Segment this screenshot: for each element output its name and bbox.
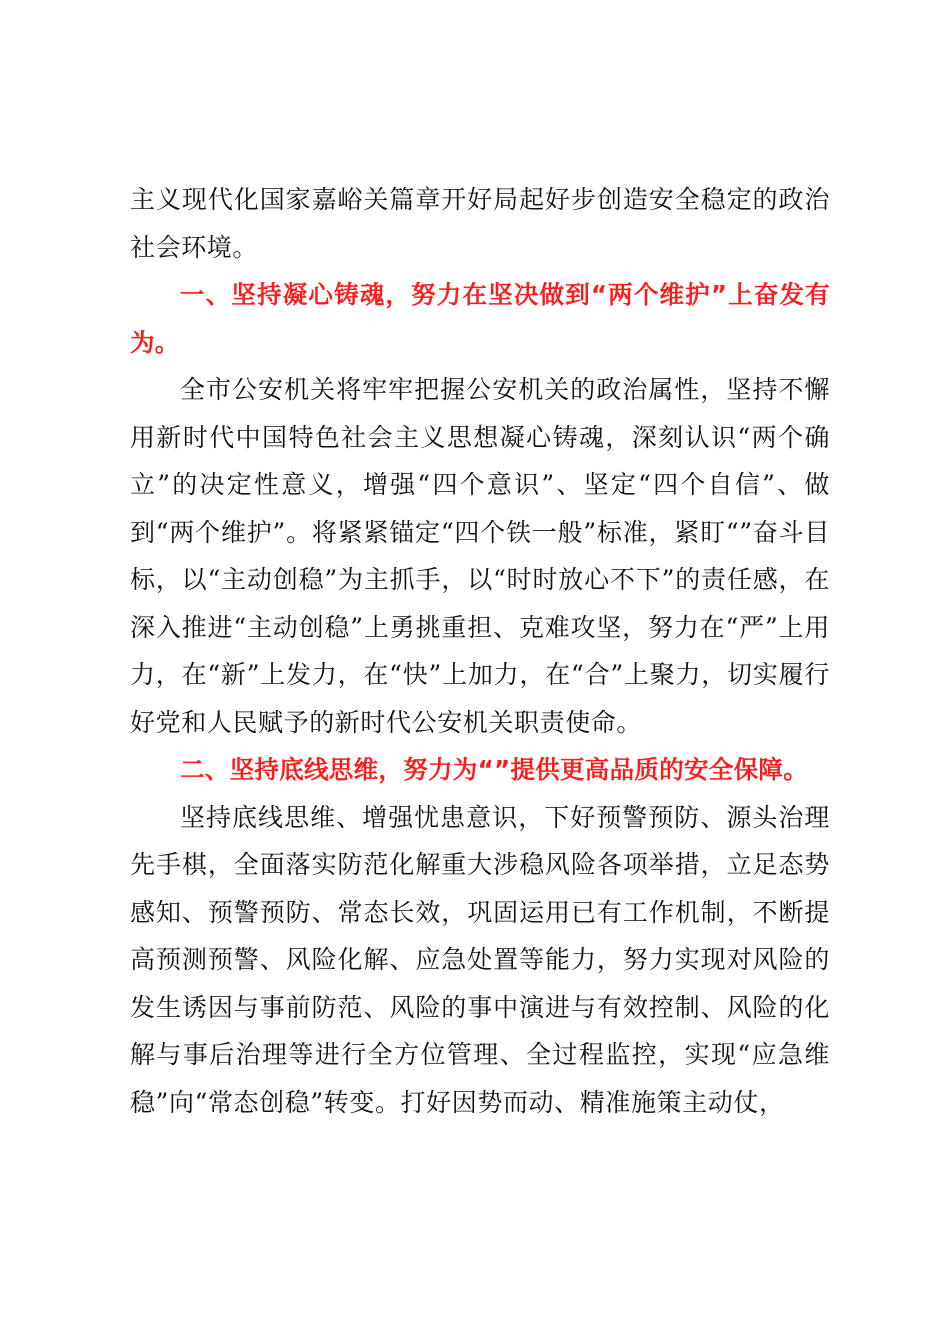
paragraph-continuation: 主义现代化国家嘉峪关篇章开好局起好步创造安全稳定的政治社会环境。 (130, 185, 830, 262)
document-body (130, 176, 830, 1126)
paragraph-section-2: 坚持底线思维、增强忧患意识，下好预警预防、源头治理先手棋，全面落实防范化解重大涉稳风险各项举措，立足态势感知、预警预防、常态长效，巩固运用已有工作机制，不断提高预测预警、风险化解、应急处置等能力，努力实现对风险的发生诱因与事前防范、风险的事中演进与有效控制、风险的化解与事后治理等进行全方位管理、全过程监控，实现“应急维稳”向“常态创稳”转变。打好因势而动、精准施策主动仗， (130, 802, 830, 1117)
section-heading-1: 一、坚持凝心铸魂，努力在坚决做到“两个维护”上奋发有为。 (130, 280, 830, 357)
section-heading-2: 二、坚持底线思维，努力为“”提供更高品质的安全保障。 (180, 755, 809, 784)
paragraph-section-1: 全市公安机关将牢牢把握公安机关的政治属性，坚持不懈用新时代中国特色社会主义思想凝心铸魂，深刻认识“两个确立”的决定性意义，增强“四个意识”、坚定“四个自信”、做到“两个维护”。将紧紧锚定“四个铁一般”标准，紧盯“”奋斗目标，以“主动创稳”为主抓手，以“时时放心不下”的责任感，在深入推进“主动创稳”上勇挑重担、克难攻坚，努力在“严”上用力，在“新”上发力，在“快”上加力，在“合”上聚力，切实履行好党和人民赋予的新时代公安机关职责使命。 (130, 375, 830, 737)
